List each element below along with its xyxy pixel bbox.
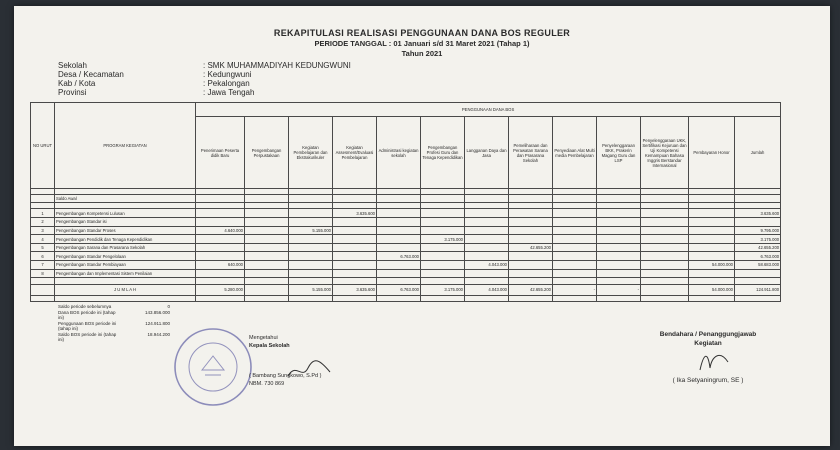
cell-value [509, 195, 553, 203]
cell-value [553, 261, 597, 270]
total-row [31, 284, 781, 295]
cell-value [289, 269, 333, 278]
header-no: NO URUT [31, 103, 55, 189]
cell-value: 3.175.000 [421, 235, 465, 244]
column-header: Kegiatan Pembelajaran dan Ekstrakurikuler [289, 117, 333, 189]
column-header: Kegiatan Assesment/Evaluasi Pembelajaran [333, 117, 377, 189]
treasurer-name: ( Ika Setyaningrum, SE ) [672, 377, 744, 384]
cell-value [509, 235, 553, 244]
cell-program: Pengembangan Pendidik dan Tenaga Kependidikan [55, 235, 196, 244]
cell-value [245, 252, 289, 261]
cell-value [509, 261, 553, 270]
cell-value [689, 195, 735, 203]
summary-block [58, 304, 170, 343]
cell-value [377, 261, 421, 270]
cell-value [245, 243, 289, 252]
document-page [14, 6, 830, 446]
headmaster-signature [284, 358, 334, 382]
headmaster-title: Kepala Sekolah [249, 343, 290, 349]
table-row [31, 195, 781, 203]
total-value [245, 284, 289, 295]
school-stamp [172, 326, 254, 408]
cell-value [289, 243, 333, 252]
total-value: 6.763.000 [377, 284, 421, 295]
cell-value [553, 195, 597, 203]
total-value: 42.655.200 [509, 284, 553, 295]
headmaster-name: ( Bambang Sungkowo, S.Pd ) [249, 373, 322, 379]
total-value: - [597, 284, 641, 295]
total-value [641, 284, 689, 295]
cell-value [597, 269, 641, 278]
cell-value [509, 218, 553, 227]
cell-value [465, 252, 509, 261]
summary-value: 143.856.000 [144, 309, 170, 315]
cell-program [55, 295, 196, 301]
cell-value [245, 195, 289, 203]
cell-value [465, 269, 509, 278]
table-row [31, 261, 781, 270]
summary-row [58, 321, 170, 332]
school-info [58, 61, 351, 97]
cell-value [377, 226, 421, 235]
table-row [31, 235, 781, 244]
cell-value [597, 235, 641, 244]
summary-value: 0 [167, 304, 170, 309]
cell-value [196, 269, 245, 278]
info-value: : Kedungwuni [203, 70, 252, 79]
cell-program: Pengembangan Standar Pembiayaan [55, 261, 196, 270]
cell-value [689, 269, 735, 278]
cell-value [245, 218, 289, 227]
total-value: 4.043.000 [465, 284, 509, 295]
cell-value [465, 195, 509, 203]
summary-row [58, 310, 170, 321]
cell-value [421, 209, 465, 218]
summary-row [58, 332, 170, 343]
total-value: 5.155.000 [289, 284, 333, 295]
column-header: Pengembangan Profesi Guru dan Tenaga Kependidikan [421, 117, 465, 189]
cell-value [333, 261, 377, 270]
cell-program: Pengembangan dan Implementasi Sistem Penilaian [55, 269, 196, 278]
cell-value [509, 295, 553, 301]
acknowledge-label: Mengetahui [249, 335, 278, 341]
cell-value [689, 243, 735, 252]
info-value: : Jawa Tengah [203, 88, 255, 97]
cell-value [641, 209, 689, 218]
cell-value [465, 295, 509, 301]
table-row [31, 209, 781, 218]
cell-value [377, 269, 421, 278]
treasurer-title: Bendahara / Penanggungjawab [659, 331, 757, 338]
table-row [31, 295, 781, 301]
info-label: Sekolah [58, 61, 87, 70]
table-row [31, 243, 781, 252]
column-header: Penerimaan Peserta didik Baru [196, 117, 245, 189]
cell-value [377, 209, 421, 218]
cell-value: 4.043.000 [465, 261, 509, 270]
table-row [31, 252, 781, 261]
cell-value [641, 269, 689, 278]
cell-value: 6.763.000 [377, 252, 421, 261]
total-value: 5.280.000 [196, 284, 245, 295]
cell-value [735, 195, 781, 203]
cell-value [289, 261, 333, 270]
cell-value [421, 218, 465, 227]
cell-value [377, 218, 421, 227]
cell-value [735, 218, 781, 227]
cell-value [509, 209, 553, 218]
cell-no [31, 295, 55, 301]
cell-value [641, 295, 689, 301]
cell-value [641, 218, 689, 227]
cell-value [465, 226, 509, 235]
cell-value: 42.655.200 [509, 243, 553, 252]
cell-program: Pengembangan Kompetensi Lulusan [55, 209, 196, 218]
cell-value [641, 243, 689, 252]
total-value: - [553, 284, 597, 295]
cell-value [245, 226, 289, 235]
summary-value: 18.944.200 [147, 331, 170, 337]
cell-value [689, 235, 735, 244]
cell-value [421, 195, 465, 203]
summary-label: Penggunaan BOS periode ini (tahap ini) [58, 320, 117, 331]
cell-value: 42.655.200 [735, 243, 781, 252]
cell-program: Pengembangan Standar Pengelolaan [55, 252, 196, 261]
treasurer-subtitle: Kegiatan [694, 340, 722, 347]
cell-value [377, 243, 421, 252]
info-row-school [58, 61, 351, 70]
cell-value [553, 295, 597, 301]
cell-value [421, 243, 465, 252]
treasurer-signature [694, 346, 734, 376]
summary-label: Dana BOS periode ini (tahap ini) [58, 309, 116, 320]
info-row-district [58, 70, 351, 79]
info-label: Desa / Kecamatan [58, 70, 124, 79]
cell-program: Pengembangan Standar isi [55, 218, 196, 227]
cell-value [641, 195, 689, 203]
cell-no: 8 [31, 269, 55, 278]
cell-value [689, 295, 735, 301]
cell-value [553, 235, 597, 244]
total-label: J U M L A H [55, 284, 196, 295]
cell-no: 7 [31, 261, 55, 270]
cell-value [289, 195, 333, 203]
column-header: Pengembangan Perpustakaan [245, 117, 289, 189]
cell-value [509, 252, 553, 261]
cell-value [597, 261, 641, 270]
info-label: Provinsi [58, 88, 87, 97]
column-header: Langganan Daya dan Jasa [465, 117, 509, 189]
cell-value [245, 269, 289, 278]
cell-program: Saldo Awal [55, 195, 196, 203]
cell-no: 5 [31, 243, 55, 252]
cell-value [597, 226, 641, 235]
cell-value [196, 243, 245, 252]
cell-no: 4 [31, 235, 55, 244]
total-value: 3.635.600 [333, 284, 377, 295]
total-value: 124.911.800 [735, 284, 781, 295]
cell-value [553, 226, 597, 235]
column-header: Penyelenggaraan BKK, Prakerin Magang Guru dan LSP [597, 117, 641, 189]
cell-value: 3.175.000 [735, 235, 781, 244]
cell-value [333, 226, 377, 235]
cell-value [196, 209, 245, 218]
cell-value [689, 209, 735, 218]
cell-value [553, 243, 597, 252]
column-header: Pemeliharaan dan Perawatan Sarana dan Prasarana Sekolah [509, 117, 553, 189]
info-row-regency [58, 79, 351, 88]
cell-value [377, 295, 421, 301]
cell-value [465, 209, 509, 218]
cell-value [421, 226, 465, 235]
cell-value [641, 235, 689, 244]
cell-value [465, 243, 509, 252]
cell-value [689, 252, 735, 261]
cell-value [597, 195, 641, 203]
cell-value [641, 261, 689, 270]
cell-value [333, 243, 377, 252]
cell-value [196, 295, 245, 301]
cell-value [196, 218, 245, 227]
cell-value: 4.640.000 [196, 226, 245, 235]
cell-value [333, 195, 377, 203]
cell-no: 6 [31, 252, 55, 261]
info-value: : SMK MUHAMMADIYAH KEDUNGWUNI [203, 61, 351, 70]
year-line: Tahun 2021 [401, 49, 443, 58]
info-label: Kab / Kota [58, 79, 96, 88]
recap-table [30, 102, 781, 302]
cell-value: 58.683.000 [735, 261, 781, 270]
cell-value [421, 261, 465, 270]
info-row-province [58, 88, 351, 97]
cell-value [553, 209, 597, 218]
cell-value [289, 218, 333, 227]
cell-value [196, 235, 245, 244]
cell-value [196, 195, 245, 203]
cell-value: 3.635.600 [333, 209, 377, 218]
cell-value: 3.635.600 [735, 209, 781, 218]
table-row [31, 218, 781, 227]
cell-no: 1 [31, 209, 55, 218]
cell-value [333, 295, 377, 301]
cell-value [597, 295, 641, 301]
column-header: Jumlah [735, 117, 781, 189]
cell-value [597, 218, 641, 227]
cell-value [421, 295, 465, 301]
cell-no: 2 [31, 218, 55, 227]
cell-value [689, 226, 735, 235]
cell-program: Pengembangan Standar Proses [55, 226, 196, 235]
cell-value [735, 295, 781, 301]
cell-value [597, 252, 641, 261]
table-row [31, 269, 781, 278]
cell-value [333, 252, 377, 261]
header-program: PROGRAM KEGIATAN [55, 103, 196, 189]
cell-value [377, 235, 421, 244]
cell-value [597, 243, 641, 252]
cell-no [31, 195, 55, 203]
cell-value [641, 252, 689, 261]
cell-no: 3 [31, 226, 55, 235]
cell-value [289, 209, 333, 218]
cell-value [289, 295, 333, 301]
cell-value [509, 269, 553, 278]
cell-no [31, 284, 55, 295]
cell-value: 5.155.000 [289, 226, 333, 235]
cell-value [421, 269, 465, 278]
cell-value [245, 235, 289, 244]
summary-label: Saldo periode sebelumnya [58, 304, 112, 309]
headmaster-nbm: NBM. 730 869 [249, 381, 285, 387]
cell-value [553, 218, 597, 227]
cell-value [641, 226, 689, 235]
cell-value [421, 252, 465, 261]
total-value: 54.000.000 [689, 284, 735, 295]
cell-value [245, 209, 289, 218]
cell-value [377, 195, 421, 203]
document-title: REKAPITULASI REALISASI PENGGUNAAN DANA BOS REGULER [273, 28, 571, 38]
column-header: Penyelenggaraan UKK, Sertifikasi Kejuruan dan Uji Kompetensi Kemampuan Bahasa Inggris Berstandar Internasional [641, 117, 689, 189]
cell-value [597, 209, 641, 218]
cell-value [245, 295, 289, 301]
cell-value [289, 252, 333, 261]
cell-value: 640.000 [196, 261, 245, 270]
cell-program: Pengembangan Sarana dan Prasarana Sekolah [55, 243, 196, 252]
table-row [31, 226, 781, 235]
cell-value: 54.000.000 [689, 261, 735, 270]
cell-value [333, 218, 377, 227]
header-group: PENGGUNAAN DANA BOS [196, 103, 781, 117]
column-header: Penyediaan Alat Multi media Pembelajaran [553, 117, 597, 189]
column-header: Administrasi kegiatan sekolah [377, 117, 421, 189]
cell-value [553, 252, 597, 261]
cell-value [509, 226, 553, 235]
cell-value [333, 235, 377, 244]
cell-value [289, 235, 333, 244]
summary-label: Saldo BOS periode ini (tahap ini) [58, 331, 117, 342]
column-header: Pembayaran Honor [689, 117, 735, 189]
cell-value [465, 235, 509, 244]
total-value: 3.175.000 [421, 284, 465, 295]
cell-value: 6.763.000 [735, 252, 781, 261]
cell-value [553, 269, 597, 278]
cell-value [333, 269, 377, 278]
cell-value [245, 261, 289, 270]
cell-value [196, 252, 245, 261]
period-line: PERIODE TANGGAL : 01 Januari s/d 31 Maret 2021 (Tahap 1) [314, 39, 530, 48]
cell-value: 9.795.000 [735, 226, 781, 235]
cell-value [465, 218, 509, 227]
info-value: : Pekalongan [203, 79, 250, 88]
cell-value [735, 269, 781, 278]
cell-value [689, 218, 735, 227]
summary-value: 124.911.800 [145, 320, 170, 326]
